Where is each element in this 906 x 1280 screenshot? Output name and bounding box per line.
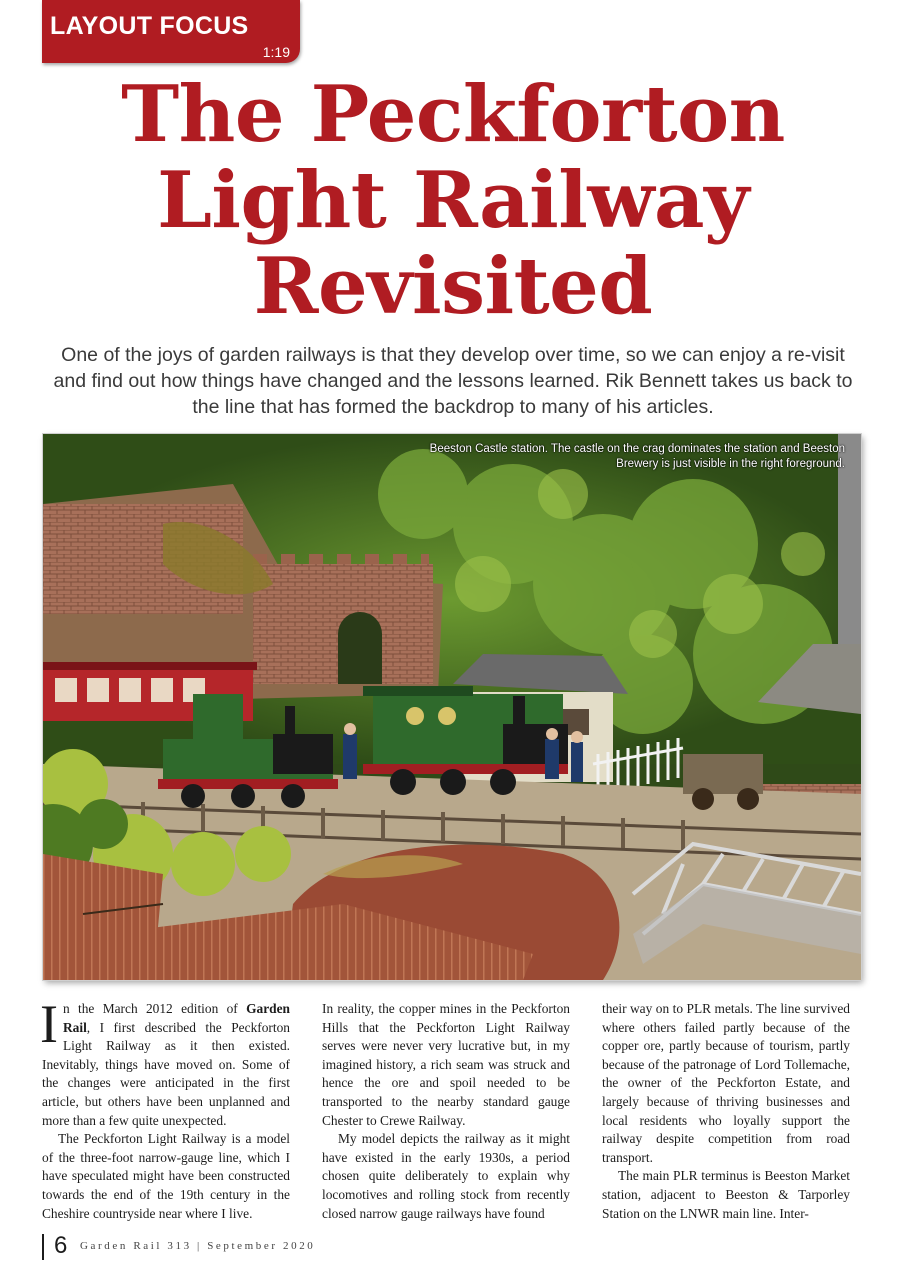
photo-illustration (43, 434, 861, 980)
section-label: LAYOUT FOCUS (50, 12, 249, 40)
footer-folio: Garden Rail 313 | September 2020 (80, 1240, 316, 1252)
photo-caption: Beeston Castle station. The castle on the crag dominates the station and Beeston Brewery is just visible in the right foreground. (429, 443, 845, 470)
page-number: 6 (54, 1232, 68, 1259)
standfirst: One of the joys of garden railways is that they develop over time, so we can enjoy a re-visit and find out how things have changed and the lessons learned. Rik Bennett takes us back to the line that has formed the backdrop to many of his articles. (53, 344, 853, 418)
col2-para-2: My model depicts the railway as it might have existed in the early 1930s, a period chosen quite deliberately to explain why locomotives and rolling stock from recently closed narrow gauge railways have found (322, 1131, 570, 1221)
article-body (40, 994, 864, 1222)
drop-cap: I (40, 994, 58, 1054)
col2-para-1: In reality, the copper mines in the Peckforton Hills that the Peckforton Light Railway serves were never very lucrative but, in my imagined history, a rich seam was struck and hence the ore and spoil needed to be transported to the nearby standard gauge Chester to Crewe Railway. (322, 1001, 570, 1128)
publication-name: Garden Rail (62, 1001, 290, 1035)
col1-p1-b: , I first described the Peckforton Light Railway as it then existed. Inevitably, things have moved on. Some of the changes were anticipated in the first article, but others have been unplanned and more than a few quite unexpected. (42, 1019, 290, 1128)
footer-divider (42, 1234, 44, 1260)
col1-p1-a: n the March 2012 edition of (62, 1001, 247, 1016)
article-photo (43, 434, 861, 980)
column-2 (322, 1000, 570, 1223)
col1-para-2: The Peckforton Light Railway is a model of the three-foot narrow-gauge line, which I have speculated might have been constructed towards the end of the 19th century in the Cheshire countryside near where I live. (42, 1131, 290, 1221)
page-footer (42, 1232, 442, 1262)
title-line-2: Light Railway (157, 155, 749, 246)
col1-para-1 (40, 994, 290, 1130)
title-line-1: The Peckforton (121, 69, 785, 160)
col3-para-1: their way on to PLR metals. The line survived where others failed partly because of the copper ore, partly because of tourism, partly because of the patronage of Lord Tollemache, the owner of the Peckforton Estate, and largely because of thriving businesses and local residents who loyally support the railway despite competition from road transport. (602, 1001, 850, 1165)
col3-para-2: The main PLR terminus is Beeston Market station, adjacent to Beeston & Tarporley Station on the LNWR main line. Inter- (602, 1168, 850, 1221)
section-tab (42, 0, 300, 63)
column-3 (602, 1000, 850, 1223)
column-1 (40, 994, 290, 1223)
scale-label: 1:19 (262, 44, 290, 60)
article-title (0, 69, 906, 332)
title-line-3: Revisited (253, 241, 653, 332)
